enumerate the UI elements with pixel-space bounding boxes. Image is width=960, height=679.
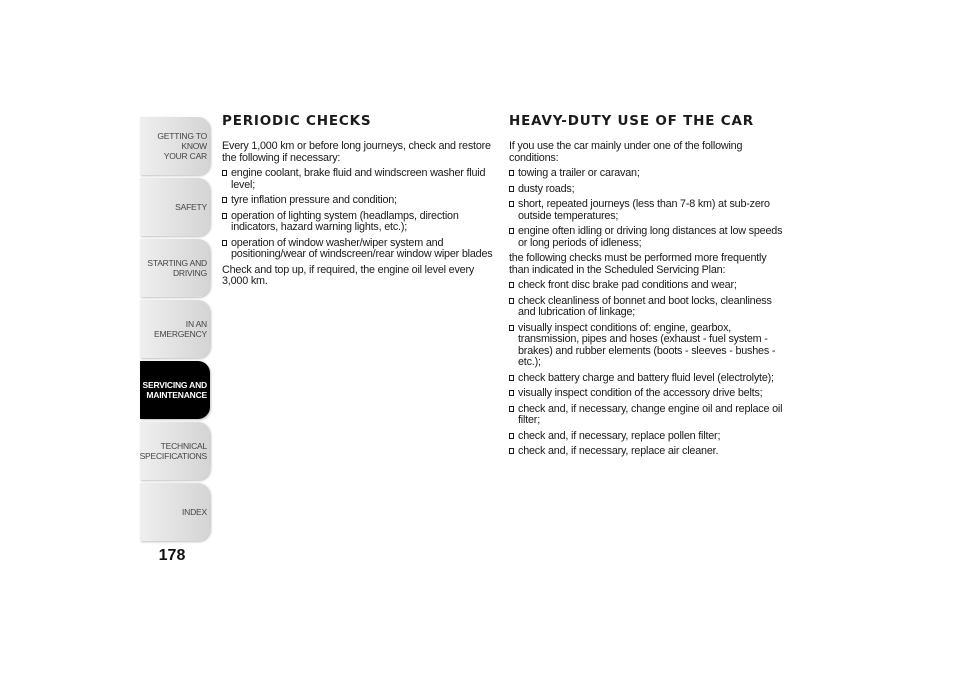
list-item: check cleanliness of bonnet and boot locks, cleanliness and lubrication of linkage;	[509, 296, 789, 319]
list-item: short, repeated journeys (less than 7-8 km) at sub-zero outside temperatures;	[509, 199, 789, 222]
checkbox-bullet-icon	[222, 240, 227, 246]
checkbox-bullet-icon	[509, 390, 514, 396]
tab-safety[interactable]: SAFETY	[140, 178, 210, 236]
list-item: visually inspect condition of the accessory drive belts;	[509, 388, 789, 400]
heavy-duty-section	[509, 113, 789, 462]
paragraph: If you use the car mainly under one of the following conditions:	[509, 140, 743, 164]
list-item: engine often idling or driving long distances at low speeds or long periods of idleness;	[509, 226, 789, 249]
list-item: check battery charge and battery fluid level (electrolyte);	[509, 373, 789, 385]
checkbox-bullet-icon	[509, 448, 514, 454]
checkbox-bullet-icon	[222, 197, 227, 203]
tab-emergency[interactable]: IN AN EMERGENCY	[140, 300, 210, 358]
list-item: check and, if necessary, change engine oil and replace oil filter;	[509, 404, 789, 427]
list-item: check front disc brake pad conditions and wear;	[509, 280, 789, 292]
list-item: operation of window washer/wiper system and positioning/wear of windscreen/rear window wiper blades	[222, 238, 497, 261]
page-number: 178	[158, 547, 186, 564]
list-item: check and, if necessary, replace pollen filter;	[509, 431, 789, 443]
checkbox-bullet-icon	[222, 213, 227, 219]
list-item: tyre inflation pressure and condition;	[222, 195, 497, 207]
tab-index[interactable]: INDEX	[140, 483, 210, 541]
checkbox-bullet-icon	[509, 228, 514, 234]
tab-getting-to-know[interactable]: GETTING TO KNOW YOUR CAR	[140, 117, 210, 175]
checkbox-bullet-icon	[222, 170, 227, 176]
list-item: dusty roads;	[509, 184, 789, 196]
checkbox-bullet-icon	[509, 186, 514, 192]
checkbox-bullet-icon	[509, 325, 514, 331]
list-item: visually inspect conditions of: engine, gearbox, transmission, pipes and hoses (exhaust - fuel system - brakes) and rubber elements (boots - sleeves - bushes - etc.);	[509, 323, 789, 369]
checkbox-bullet-icon	[509, 298, 514, 304]
checkbox-bullet-icon	[509, 433, 514, 439]
paragraph: the following checks must be performed more frequently than indicated in the Scheduled Servicing Plan:	[509, 252, 767, 276]
list-item: check and, if necessary, replace air cleaner.	[509, 446, 789, 458]
tab-starting-driving[interactable]: STARTING AND DRIVING	[140, 239, 210, 297]
paragraph: Every 1,000 km or before long journeys, check and restore the following if necessary:	[222, 140, 491, 164]
checkbox-bullet-icon	[509, 406, 514, 412]
list-item: towing a trailer or caravan;	[509, 168, 789, 180]
tab-technical-specs[interactable]: TECHNICAL SPECIFICATIONS	[140, 422, 210, 480]
section-heading: PERIODIC CHECKS	[222, 113, 372, 129]
checkbox-bullet-icon	[509, 282, 514, 288]
list-item: operation of lighting system (headlamps, direction indicators, hazard warning lights, etc.);	[222, 211, 497, 234]
periodic-checks-section	[222, 113, 497, 292]
list-item: engine coolant, brake fluid and windscreen washer fluid level;	[222, 168, 497, 191]
tab-servicing-maintenance[interactable]: SERVICING AND MAINTENANCE	[140, 361, 210, 419]
section-heading: HEAVY-DUTY USE OF THE CAR	[509, 113, 754, 129]
checkbox-bullet-icon	[509, 170, 514, 176]
checkbox-bullet-icon	[509, 375, 514, 381]
paragraph: Check and top up, if required, the engine oil level every 3,000 km.	[222, 263, 475, 287]
checkbox-bullet-icon	[509, 201, 514, 207]
